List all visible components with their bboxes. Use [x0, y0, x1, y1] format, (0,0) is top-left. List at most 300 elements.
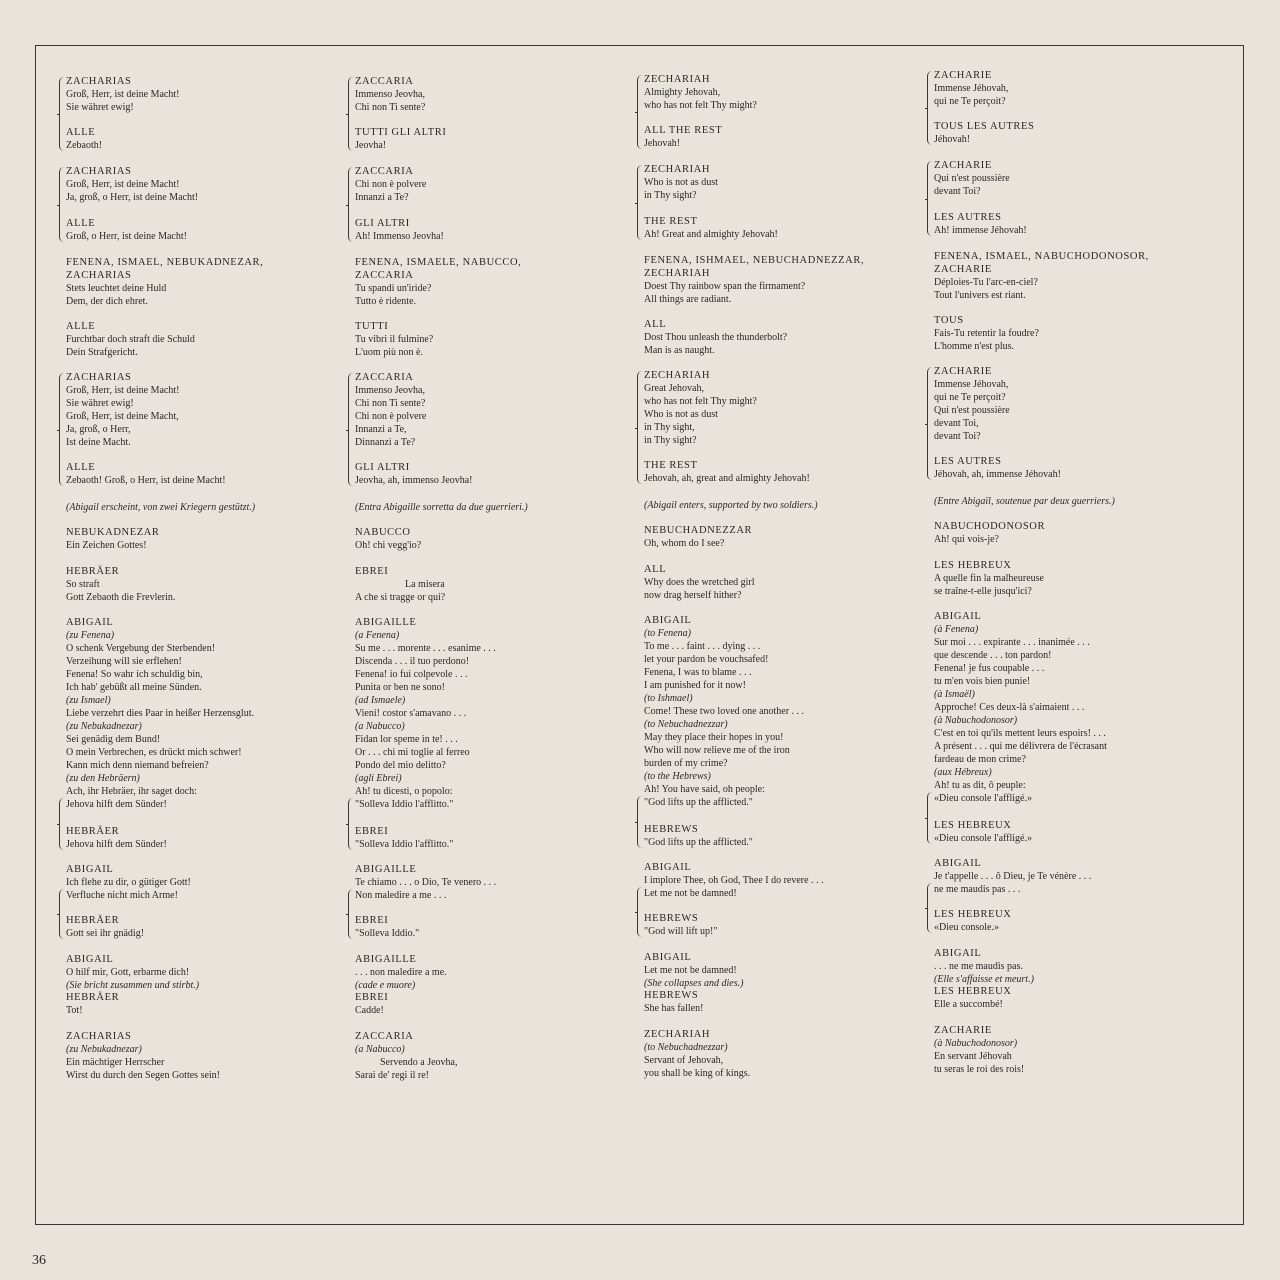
dialogue-block: [355, 914, 625, 940]
lyric-line: "God will lift up!": [644, 926, 718, 937]
lyric-line: May they place their hopes in you!: [644, 732, 784, 743]
dialogue-block: [355, 991, 625, 1017]
speaker-name: ZACHARIE: [934, 70, 992, 81]
lyric-line: A che si tragge or qui?: [355, 592, 446, 603]
dialogue-block: [934, 250, 1204, 302]
lyric-line: En servant Jéhovah: [934, 1051, 1012, 1062]
dialogue-block: [66, 320, 336, 359]
bracket-line: [59, 167, 64, 242]
lyric-line: Man is as naught.: [644, 345, 715, 356]
dialogue-block: [66, 565, 336, 604]
dialogue-block: [934, 314, 1204, 353]
stage-direction-text: (to Nebuchadnezzar): [644, 1042, 728, 1053]
lyric-line: qui ne Te perçoit?: [934, 96, 1006, 107]
dialogue-block: [66, 991, 336, 1017]
speaker-name: HEBRÄER: [66, 915, 120, 926]
lyric-line: Ich hab' gebüßt all meine Sünden.: [66, 682, 202, 693]
lyric-line: Tutto è ridente.: [355, 296, 417, 307]
speaker-name: ZACCARIA: [355, 166, 414, 177]
dialogue-block: [934, 211, 1204, 237]
lyric-line: Servant of Jehovah,: [644, 1055, 724, 1066]
stage-direction: [355, 501, 625, 514]
lyric-line: «Dieu console l'affligé.»: [934, 793, 1032, 804]
lyric-line: Chi non Ti sente?: [355, 102, 426, 113]
lyric-line: Zebaoth! Groß, o Herr, ist deine Macht!: [66, 475, 226, 486]
lyric-line: "Solleva Iddio l'afflitto.": [355, 839, 454, 850]
lyric-line: Tout l'univers est riant.: [934, 290, 1026, 301]
lyric-line: Ja, groß, o Herr, ist deine Macht!: [66, 192, 199, 203]
stage-direction-text: (a Nabucco): [355, 1044, 405, 1055]
lyric-line: in Thy sight?: [644, 190, 697, 201]
stage-direction-text: (Entre Abigaïl, soutenue par deux guerriers.): [934, 496, 1115, 507]
lyric-line: in Thy sight?: [644, 435, 697, 446]
lyric-line: Qui n'est poussière: [934, 173, 1010, 184]
lyric-line: let your pardon be vouchsafed!: [644, 654, 769, 665]
speaker-name: ALL: [644, 564, 667, 575]
dialogue-block: [66, 526, 336, 552]
stage-direction-text: (Elle s'affaisse et meurt.): [934, 974, 1034, 985]
lyric-line: Furchtbar doch straft die Schuld: [66, 334, 195, 345]
speaker-name: ZACHARIAS: [66, 372, 132, 383]
speaker-name: ALLE: [66, 462, 96, 473]
lyric-line: Jehovah!: [644, 138, 681, 149]
speaker-name: ABIGAILLE: [355, 954, 417, 965]
dialogue-block: [934, 857, 1204, 896]
dialogue-block: [644, 163, 914, 202]
lyric-line: So straft: [66, 579, 100, 590]
dialogue-block: [355, 565, 625, 604]
dialogue-block: [934, 985, 1204, 1011]
speaker-name: ZECHARIAH: [644, 1029, 711, 1040]
stage-direction-text: (to Ishmael): [644, 693, 693, 704]
lyric-line: Dem, der dich ehret.: [66, 296, 148, 307]
lyric-line: Ein Zeichen Gottes!: [66, 540, 147, 551]
speaker-name: LES AUTRES: [934, 212, 1002, 223]
speaker-name: EBREI: [355, 992, 389, 1003]
stage-direction-text: (a Fenena): [355, 630, 400, 641]
lyric-line: who has not felt Thy might?: [644, 396, 757, 407]
speaker-name: ZACHARIAS: [66, 270, 132, 281]
lyric-line: Kann mich denn niemand befreien?: [66, 760, 209, 771]
speaker-name: ABIGAILLE: [355, 864, 417, 875]
dialogue-block: [355, 217, 625, 243]
lyric-line: Why does the wretched girl: [644, 577, 755, 588]
lyric-line: "God lifts up the afflicted.": [644, 837, 753, 848]
lyric-line: Groß, Herr, ist deine Macht!: [66, 179, 180, 190]
lyric-line: in Thy sight,: [644, 422, 695, 433]
dialogue-block: [934, 69, 1204, 108]
speaker-name: HEBREWS: [644, 990, 699, 1001]
dialogue-block: [934, 159, 1204, 198]
speaker-name: ZACCARIA: [355, 270, 414, 281]
lyric-line: fardeau de mon crime?: [934, 754, 1026, 765]
lyric-line: Oh, whom do I see?: [644, 538, 725, 549]
speaker-name: LES AUTRES: [934, 456, 1002, 467]
lyric-line: Punita or ben ne sono!: [355, 682, 445, 693]
dialogue-block: [934, 610, 1204, 805]
lyric-line: Innanzi a Te?: [355, 192, 409, 203]
lyric-line: A présent . . . qui me délivrera de l'écrasant: [934, 741, 1107, 752]
stage-direction-text: (à Fenena): [934, 624, 979, 635]
dialogue-block: [355, 461, 625, 487]
lyric-line: Ah! tu as dit, ô peuple:: [934, 780, 1026, 791]
speaker-name: LES HEBREUX: [934, 560, 1012, 571]
stage-direction-text: (zu Fenena): [66, 630, 115, 641]
lyric-line: Fenena! So wahr ich schuldig bin,: [66, 669, 203, 680]
speaker-name: FENENA, ISMAEL, NABUCHODONOSOR,: [934, 251, 1149, 262]
dialogue-block: [934, 365, 1204, 443]
lyric-line: «Dieu console.»: [934, 922, 999, 933]
lyric-line: Sie währet ewig!: [66, 398, 134, 409]
lyric-line: Qui n'est poussière: [934, 405, 1010, 416]
lyric-line: Jéhovah, ah, immense Jéhovah!: [934, 469, 1061, 480]
speaker-name: TOUS: [934, 315, 964, 326]
speaker-name: EBREI: [355, 566, 389, 577]
lyric-line: Non maledire a me . . .: [355, 890, 447, 901]
lyric-line: Immenso Jeovha,: [355, 89, 425, 100]
stage-direction-text: (a Nabucco): [355, 721, 405, 732]
lyric-line: Ah! immense Jéhovah!: [934, 225, 1027, 236]
bracket-line: [348, 798, 353, 850]
lyric-line: Déploies-Tu l'arc-en-ciel?: [934, 277, 1038, 288]
bracket-line: [637, 887, 642, 937]
dialogue-block: [66, 217, 336, 243]
lyric-line: devant Toi?: [934, 186, 981, 197]
speaker-name: HEBREWS: [644, 913, 699, 924]
speaker-name: ZACCARIA: [355, 76, 414, 87]
dialogue-block: [934, 947, 1204, 986]
lyric-line: Discenda . . . il tuo perdono!: [355, 656, 470, 667]
speaker-name: ZECHARIAH: [644, 164, 711, 175]
dialogue-block: [355, 1030, 625, 1082]
speaker-name: ABIGAIL: [644, 952, 692, 963]
dialogue-block: [644, 614, 914, 809]
stage-direction-text: (She collapses and dies.): [644, 978, 744, 989]
speaker-name: ZACHARIE: [934, 160, 992, 171]
speaker-name: ZACHARIE: [934, 1025, 992, 1036]
stage-direction-text: (to Fenena): [644, 628, 691, 639]
lyric-line: Dein Strafgericht.: [66, 347, 138, 358]
lyric-line: «Dieu console l'affligé.»: [934, 833, 1032, 844]
dialogue-block: [66, 953, 336, 992]
stage-direction-text: (zu Nebukadnezar): [66, 1044, 142, 1055]
stage-direction: [66, 501, 336, 514]
dialogue-block: [66, 256, 336, 308]
lyric-line: Immenso Jeovha,: [355, 385, 425, 396]
dialogue-block: [66, 126, 336, 152]
lyric-line: O hilf mir, Gott, erbarme dich!: [66, 967, 190, 978]
speaker-name: ABIGAIL: [934, 858, 982, 869]
dialogue-block: [934, 520, 1204, 546]
lyric-line: Groß, Herr, ist deine Macht!: [66, 89, 180, 100]
dialogue-block: [355, 371, 625, 449]
dialogue-block: [66, 825, 336, 851]
dialogue-block: [644, 254, 914, 306]
dialogue-block: [934, 455, 1204, 481]
speaker-name: NABUCCO: [355, 527, 411, 538]
lyric-line: Fais-Tu retentir la foudre?: [934, 328, 1039, 339]
lyric-line: devant Toi?: [934, 431, 981, 442]
dialogue-block: [644, 318, 914, 357]
lyric-line: Sur moi . . . expirante . . . inanimée . . .: [934, 637, 1090, 648]
lyric-line: que descende . . . ton pardon!: [934, 650, 1052, 661]
lyric-line: Chi non è polvere: [355, 179, 427, 190]
bracket-line: [348, 889, 353, 939]
speaker-name: ALL: [644, 319, 667, 330]
lyric-line: Great Jehovah,: [644, 383, 704, 394]
bracket-line: [927, 161, 932, 236]
lyric-line: Dinnanzi a Te?: [355, 437, 416, 448]
lyric-line: . . . ne me maudis pas.: [934, 961, 1023, 972]
dialogue-block: [644, 215, 914, 241]
page-number: 36: [32, 1253, 46, 1268]
bracket-line: [927, 71, 932, 145]
stage-direction-text: (Entra Abigaille sorretta da due guerrieri.): [355, 502, 528, 513]
speaker-name: FENENA, ISHMAEL, NEBUCHADNEZZAR,: [644, 255, 865, 266]
lyric-line: devant Toi,: [934, 418, 979, 429]
lyric-line: Who is not as dust: [644, 409, 718, 420]
lyric-line: Chi non è polvere: [355, 411, 427, 422]
lyric-line: Je t'appelle . . . ô Dieu, je Te vénère . . .: [934, 871, 1092, 882]
bracket-line: [637, 165, 642, 240]
dialogue-block: [934, 1024, 1204, 1076]
speaker-name: ABIGAIL: [934, 611, 982, 622]
lyric-line: Jéhovah!: [934, 134, 971, 145]
speaker-name: HEBRÄER: [66, 566, 120, 577]
stage-direction-text: (Abigail erscheint, von zwei Kriegern gestützt.): [66, 502, 256, 513]
lyric-line: I am punished for it now!: [644, 680, 746, 691]
lyric-line: Groß, Herr, ist deine Macht,: [66, 411, 179, 422]
dialogue-block: [355, 75, 625, 114]
stage-direction: [934, 495, 1204, 508]
lyric-line: Jeovha!: [355, 140, 387, 151]
speaker-name: ABIGAIL: [66, 954, 114, 965]
stage-direction-text: (to Nebuchadnezzar): [644, 719, 728, 730]
bracket-line: [59, 889, 64, 939]
dialogue-block: [644, 459, 914, 485]
dialogue-block: [644, 73, 914, 112]
lyric-line: burden of my crime?: [644, 758, 728, 769]
stage-direction-text: (Abigail enters, supported by two soldiers.): [644, 500, 818, 511]
speaker-name: ZACHARIE: [934, 366, 992, 377]
lyric-line: . . . non maledire a me.: [355, 967, 447, 978]
stage-direction: [644, 499, 914, 512]
lyric-line: "Solleva Iddio.": [355, 928, 420, 939]
lyric-line: A quelle fin la malheureuse: [934, 573, 1044, 584]
speaker-name: ZECHARIAH: [644, 74, 711, 85]
lyric-line: now drag herself hither?: [644, 590, 742, 601]
dialogue-block: [355, 863, 625, 902]
dialogue-block: [66, 371, 336, 449]
lyric-line: Liebe verzehrt dies Paar in heißer Herzensglut.: [66, 708, 254, 719]
dialogue-block: [644, 861, 914, 900]
dialogue-block: [66, 616, 336, 811]
lyric-line: ne me maudis pas . . .: [934, 884, 1021, 895]
lyric-line: Immense Jéhovah,: [934, 379, 1009, 390]
lyric-line: Servendo a Jeovha,: [355, 1057, 458, 1068]
dialogue-block: [66, 165, 336, 204]
speaker-name: LES HEBREUX: [934, 909, 1012, 920]
dialogue-block: [355, 320, 625, 359]
lyric-line: Fidan lor speme in te! . . .: [355, 734, 458, 745]
lyric-line: Jeovha, ah, immenso Jeovha!: [355, 475, 473, 486]
lyric-line: Fenena! io fui colpevole . . .: [355, 669, 468, 680]
lyric-line: Let me not be damned!: [644, 965, 737, 976]
stage-direction-text: (agli Ebrei): [355, 773, 402, 784]
speaker-name: LES HEBREUX: [934, 820, 1012, 831]
lyric-line: Fenena! je fus coupable . . .: [934, 663, 1045, 674]
bracket-line: [59, 373, 64, 486]
dialogue-block: [934, 819, 1204, 845]
dialogue-block: [66, 1030, 336, 1082]
lyric-line: Ein mächtiger Herrscher: [66, 1057, 165, 1068]
speaker-name: ZECHARIAH: [644, 268, 711, 279]
bracket-line: [59, 77, 64, 151]
lyric-line: Ah! Immenso Jeovha!: [355, 231, 444, 242]
speaker-name: TUTTI GLI ALTRI: [355, 127, 447, 138]
lyric-line: Let me not be damned!: [644, 888, 737, 899]
lyric-line: Chi non Ti sente?: [355, 398, 426, 409]
lyric-line: Almighty Jehovah,: [644, 87, 721, 98]
stage-direction-text: (cade e muore): [355, 980, 416, 991]
lyric-line: Approche! Ces deux-là s'aimaient . . .: [934, 702, 1085, 713]
lyric-line: Ist deine Macht.: [66, 437, 131, 448]
lyric-line: Groß, o Herr, ist deine Macht!: [66, 231, 187, 242]
speaker-name: ZACHARIE: [934, 264, 992, 275]
speaker-name: HEBRÄER: [66, 826, 120, 837]
lyric-line: La misera: [355, 579, 445, 590]
stage-direction-text: (zu Ismael): [66, 695, 111, 706]
lyric-line: tu seras le roi des rois!: [934, 1064, 1025, 1075]
lyric-line: Jehova hilft dem Sünder!: [66, 839, 167, 850]
stage-direction-text: (ad Ismaele): [355, 695, 406, 706]
lyric-line: Sie währet ewig!: [66, 102, 134, 113]
speaker-name: HEBRÄER: [66, 992, 120, 1003]
dialogue-block: [644, 124, 914, 150]
dialogue-block: [934, 908, 1204, 934]
lyric-line: Wirst du durch den Segen Gottes sein!: [66, 1070, 221, 1081]
bracket-line: [348, 373, 353, 486]
lyric-line: Immense Jéhovah,: [934, 83, 1009, 94]
dialogue-block: [644, 989, 914, 1015]
lyric-line: I implore Thee, oh God, Thee I do revere . . .: [644, 875, 824, 886]
lyric-line: Dost Thou unleash the thunderbolt?: [644, 332, 788, 343]
bracket-line: [637, 371, 642, 484]
speaker-name: EBREI: [355, 915, 389, 926]
lyric-line: Zebaoth!: [66, 140, 103, 151]
speaker-name: GLI ALTRI: [355, 462, 410, 473]
lyric-line: Fenena, I was to blame . . .: [644, 667, 752, 678]
speaker-name: NABUCHODONOSOR: [934, 521, 1046, 532]
speaker-name: HEBREWS: [644, 824, 699, 835]
dialogue-block: [355, 825, 625, 851]
lyric-line: L'uom più non è.: [355, 347, 423, 358]
bracket-line: [927, 792, 932, 844]
dialogue-block: [644, 563, 914, 602]
stage-direction-text: (à Nabuchodonosor): [934, 715, 1018, 726]
speaker-name: ZACHARIAS: [66, 166, 132, 177]
lyric-line: Stets leuchtet deine Huld: [66, 283, 167, 294]
speaker-name: ABIGAIL: [934, 948, 982, 959]
speaker-name: TUTTI: [355, 321, 389, 332]
lyric-line: Vieni! costor s'amavano . . .: [355, 708, 467, 719]
lyric-line: Su me . . . morente . . . esanime . . .: [355, 643, 496, 654]
lyric-line: C'est en toi qu'ils mettent leurs espoirs! . . .: [934, 728, 1106, 739]
lyric-line: O mein Verbrechen, es drückt mich schwer!: [66, 747, 242, 758]
lyric-line: Ah! qui vois-je?: [934, 534, 999, 545]
bracket-line: [927, 883, 932, 933]
speaker-name: ALLE: [66, 218, 96, 229]
lyric-line: Sei genädig dem Bund!: [66, 734, 161, 745]
bracket-line: [59, 798, 64, 850]
speaker-name: ZECHARIAH: [644, 370, 711, 381]
lyric-line: Tu spandi un'iride?: [355, 283, 432, 294]
dialogue-block: [355, 165, 625, 204]
lyric-line: Who will now relieve me of the iron: [644, 745, 790, 756]
lyric-line: Tu vibri il fulmine?: [355, 334, 434, 345]
lyric-line: tu m'en vois bien punie!: [934, 676, 1031, 687]
lyric-line: Sarai de' regi il re!: [355, 1070, 429, 1081]
speaker-name: ABIGAIL: [644, 615, 692, 626]
lyric-line: Innanzi a Te,: [355, 424, 407, 435]
speaker-name: GLI ALTRI: [355, 218, 410, 229]
dialogue-block: [934, 559, 1204, 598]
lyric-line: Elle a succombé!: [934, 999, 1003, 1010]
speaker-name: LES HEBREUX: [934, 986, 1012, 997]
lyric-line: Ach, ihr Hebräer, ihr saget doch:: [66, 786, 197, 797]
lyric-line: L'homme n'est plus.: [934, 341, 1014, 352]
speaker-name: TOUS LES AUTRES: [934, 121, 1035, 132]
lyric-line: To me . . . faint . . . dying . . .: [644, 641, 761, 652]
lyric-line: Doest Thy rainbow span the firmament?: [644, 281, 806, 292]
lyric-line: Or . . . chi mi toglie al ferreo: [355, 747, 470, 758]
stage-direction-text: (à Nabuchodonosor): [934, 1038, 1018, 1049]
lyric-line: who has not felt Thy might?: [644, 100, 757, 111]
dialogue-block: [355, 953, 625, 992]
speaker-name: ZACCARIA: [355, 1031, 414, 1042]
dialogue-block: [644, 823, 914, 849]
lyric-line: Te chiamo . . . o Dio, Te venero . . .: [355, 877, 497, 888]
lyric-line: Gott sei ihr gnädig!: [66, 928, 145, 939]
lyric-line: Ah! tu dicesti, o popolo:: [355, 786, 453, 797]
speaker-name: EBREI: [355, 826, 389, 837]
bracket-line: [927, 367, 932, 480]
speaker-name: THE REST: [644, 216, 698, 227]
speaker-name: ABIGAIL: [66, 864, 114, 875]
dialogue-block: [644, 524, 914, 550]
stage-direction-text: (Sie bricht zusammen und stirbt.): [66, 980, 200, 991]
lyric-line: Jehovah, ah, great and almighty Jehovah!: [644, 473, 810, 484]
lyric-line: Verfluche nicht mich Arme!: [66, 890, 178, 901]
lyric-line: Come! These two loved one another . . .: [644, 706, 805, 717]
stage-direction-text: (to the Hebrews): [644, 771, 711, 782]
speaker-name: ABIGAIL: [644, 862, 692, 873]
lyric-line: Tot!: [66, 1005, 83, 1016]
lyric-line: Ja, groß, o Herr,: [66, 424, 131, 435]
dialogue-block: [934, 120, 1204, 146]
lyric-line: Gott Zebaoth die Frevlerin.: [66, 592, 176, 603]
stage-direction-text: (aux Hébreux): [934, 767, 992, 778]
lyric-line: Ah! Great and almighty Jehovah!: [644, 229, 778, 240]
speaker-name: NEBUCHADNEZZAR: [644, 525, 753, 536]
lyric-line: qui ne Te perçoit?: [934, 392, 1006, 403]
dialogue-block: [355, 256, 625, 308]
stage-direction-text: (zu Nebukadnezar): [66, 721, 142, 732]
dialogue-block: [66, 75, 336, 114]
speaker-name: ZACCARIA: [355, 372, 414, 383]
lyric-line: Pondo del mio delitto?: [355, 760, 446, 771]
dialogue-block: [66, 461, 336, 487]
